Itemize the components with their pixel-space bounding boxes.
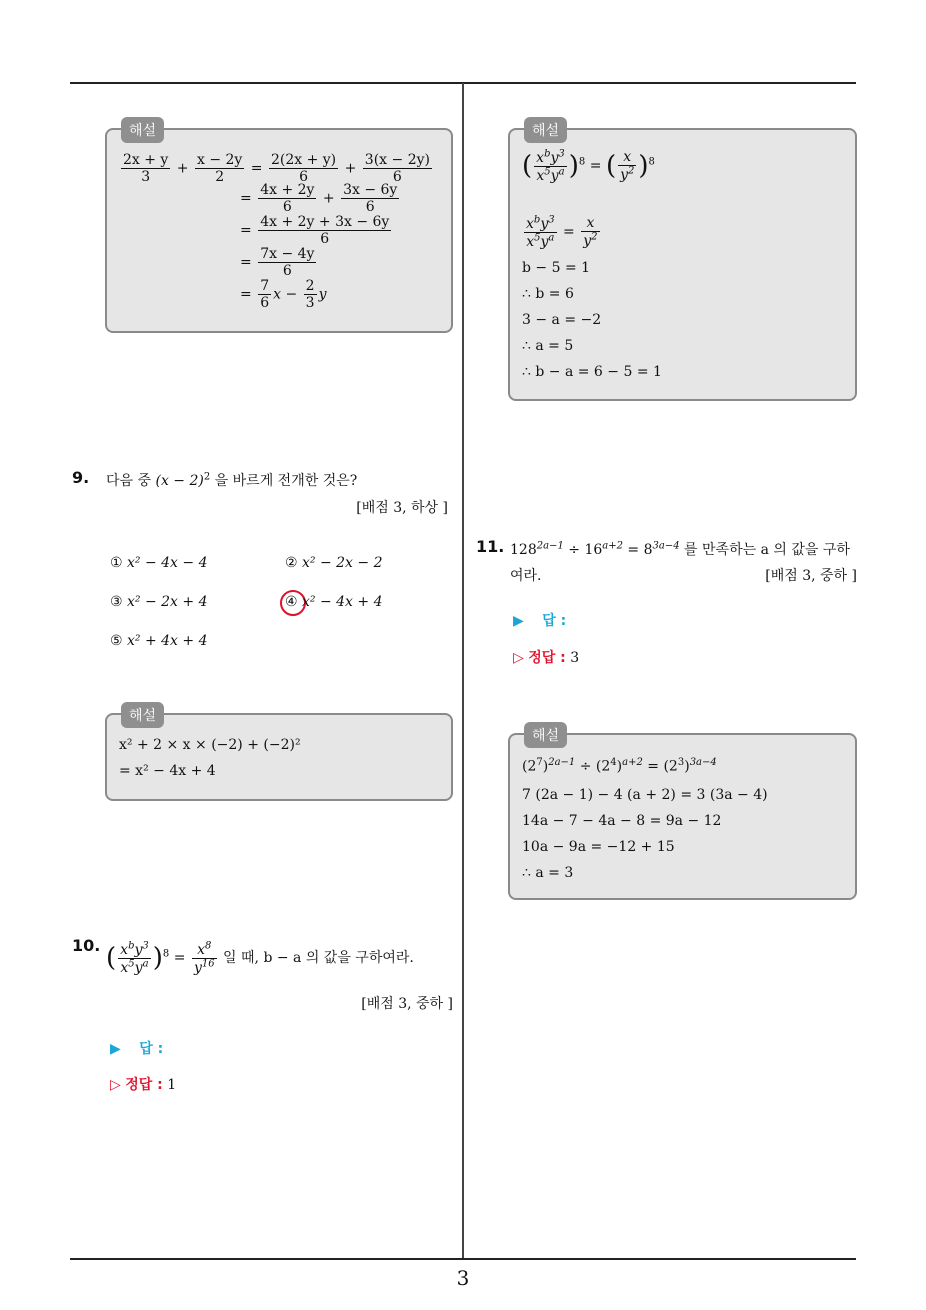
solution-line: b − 5 = 1 xyxy=(522,260,591,276)
answer-field[interactable]: ▶ 답 : xyxy=(513,613,567,629)
solution-line: $\frac{2x + y}{3}$ + $\frac{x - 2y}{2}$ = $\frac{2(2x + y)}{6}$ + $\frac{3(x - 2y)}{6}$ xyxy=(123,152,430,185)
solution-line: = $\frac{4x + 2y}{6}$ + $\frac{3x - 6y}{6}$ xyxy=(240,182,398,215)
play-icon: ▶ xyxy=(110,1041,121,1057)
solution-box-q10 xyxy=(508,123,857,401)
solution-line: = x² − 4x + 4 xyxy=(119,763,216,779)
question-text-line2: 여라. xyxy=(510,568,542,584)
solution-line: $(2^7)^{2a-1} \div (2^4)^{a+2} = (2^3)^{3a-4}$ xyxy=(522,757,717,775)
option-1[interactable]: ① x² − 4x − 4 xyxy=(110,555,208,571)
solution-tag: 해설 xyxy=(121,702,164,728)
question-text: $128^{2a-1} \div 16^{a+2} = 8^{3a-4}$ 를 만족하는 a 의 값을 구하 xyxy=(510,540,850,558)
solution-line: = $\frac{7x - 4y}{6}$ xyxy=(240,246,315,279)
solution-tag: 해설 xyxy=(524,117,567,143)
score-label: [배점 3, 중하 ] xyxy=(361,996,453,1012)
solution-tag: 해설 xyxy=(524,722,567,748)
solution-tag: 해설 xyxy=(121,117,164,143)
score-label: [배점 3, 중하 ] xyxy=(765,568,857,584)
question-number: 10. xyxy=(72,936,101,955)
solution-line: 3 − a = −2 xyxy=(522,312,602,328)
outline-play-icon: ▷ xyxy=(513,650,524,666)
play-icon: ▶ xyxy=(513,613,524,629)
option-2[interactable]: ② x² − 2x − 2 xyxy=(285,555,383,571)
solution-line: x² + 2 × x × (−2) + (−2)² xyxy=(119,737,301,753)
solution-line: $\frac{x^by^3}{x^5y^a}$ = $\frac{x}{y^2}$ xyxy=(526,214,598,251)
bottom-rule xyxy=(70,1258,856,1260)
solution-line: = $\frac{7}{6}$ x − $\frac{2}{3}$ y xyxy=(240,278,327,311)
outline-play-icon: ▷ xyxy=(110,1077,121,1093)
solution-line: = $\frac{4x + 2y + 3x - 6y}{6}$ xyxy=(240,214,390,247)
page-number: 3 xyxy=(456,1266,470,1290)
column-divider xyxy=(462,83,464,1259)
option-4[interactable]: ④ x² − 4x + 4 xyxy=(285,594,383,610)
solution-line: ∴ b − a = 6 − 5 = 1 xyxy=(522,364,662,380)
question-text: 다음 중 $(x - 2)^2$ 을 바르게 전개한 것은? xyxy=(106,471,358,489)
solution-line: ∴ a = 3 xyxy=(522,865,574,881)
question-number: 11. xyxy=(476,537,505,556)
solution-line: ∴ b = 6 xyxy=(522,286,574,302)
solution-line: ( $\frac{x^by^3}{x^5y^a}$ )$^8$ = ( $\frac{x}{y^2}$ )$^8$ xyxy=(522,148,655,185)
option-5[interactable]: ⑤ x² + 4x + 4 xyxy=(110,633,208,649)
solution-box-q8 xyxy=(105,123,453,333)
solution-box-q9 xyxy=(105,708,453,801)
question-number: 9. xyxy=(72,468,90,487)
solution-box-q11 xyxy=(508,728,857,900)
score-label: [배점 3, 하상 ] xyxy=(356,500,448,516)
correct-answer: ▷ 정답 : 1 xyxy=(110,1077,177,1093)
solution-line: 7 (2a − 1) − 4 (a + 2) = 3 (3a − 4) xyxy=(522,787,768,803)
answer-field[interactable]: ▶ 답 : xyxy=(110,1041,164,1057)
question-text: ( $\frac{x^by^3}{x^5y^a}$ )$^8$ = $\frac{x^8}{y^{16}}$ 일 때, b − a 의 값을 구하여라. xyxy=(106,940,414,977)
solution-line: ∴ a = 5 xyxy=(522,338,574,354)
solution-line: 14a − 7 − 4a − 8 = 9a − 12 xyxy=(522,813,722,829)
solution-line: 10a − 9a = −12 + 15 xyxy=(522,839,675,855)
option-3[interactable]: ③ x² − 2x + 4 xyxy=(110,594,208,610)
correct-answer: ▷ 정답 : 3 xyxy=(513,650,580,666)
